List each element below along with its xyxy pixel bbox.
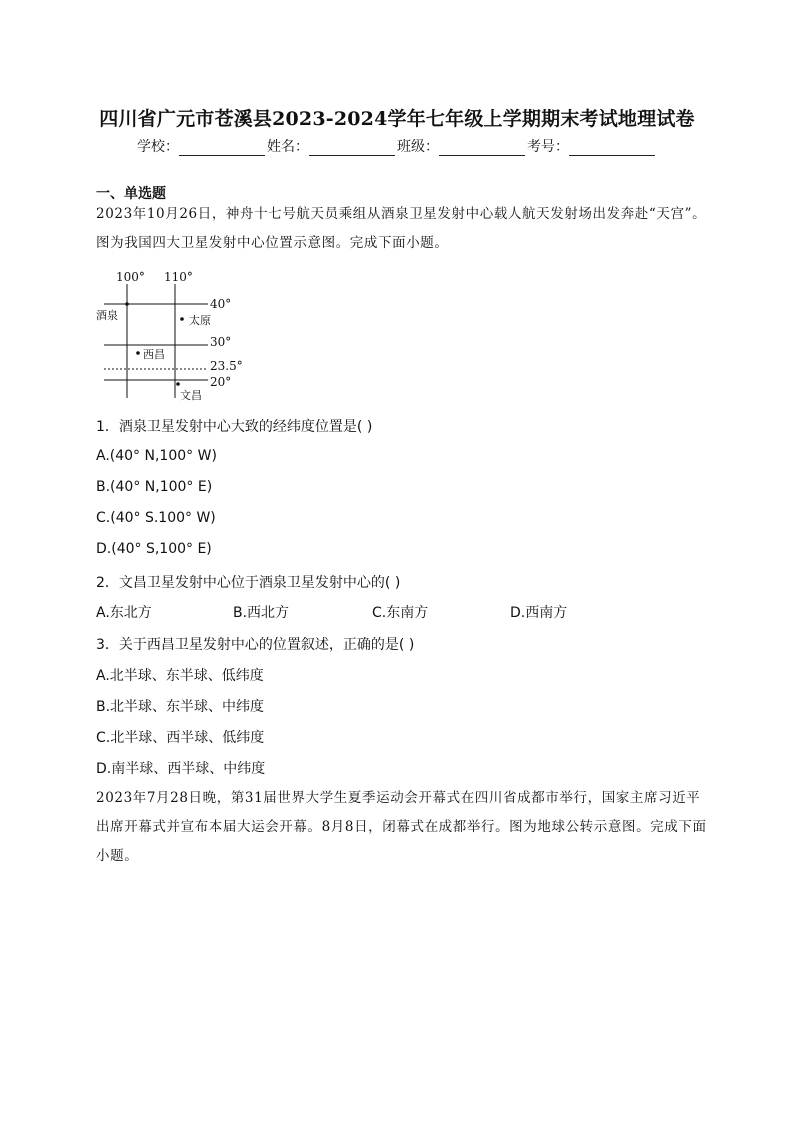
name-field: [267, 136, 397, 156]
school-field: [137, 136, 267, 156]
passage-1: 2023年10月26日，神舟十七号航天员乘组从酒泉卫星发射中心载人航天发射场出发奔赴“天宫”。图为我国四大卫星发射中心位置示意图。完成下面小题。: [96, 206, 707, 251]
question-2-option-a[interactable]: A.东北方: [96, 605, 152, 621]
question-2: 2．文昌卫星发射中心位于酒泉卫星发射中心的( ): [96, 575, 401, 591]
latitude-label-40: 40°: [210, 297, 232, 311]
class-blank[interactable]: [439, 141, 525, 156]
xichang-point: [136, 351, 140, 355]
section-title: 一、单选题: [96, 186, 166, 202]
question-2-option-c[interactable]: C.东南方: [372, 605, 429, 621]
jiuquan-label: 酒泉: [96, 309, 118, 322]
exam-title: 四川省广元市苍溪县2023-2024学年七年级上学期期末考试地理试卷: [99, 108, 695, 130]
question-1: 1．酒泉卫星发射中心大致的经纬度位置是( ): [96, 419, 373, 435]
wenchang-point: [176, 382, 180, 386]
exam-number-label: 考号：: [527, 139, 569, 155]
school-blank[interactable]: [179, 141, 265, 156]
question-3-option-d[interactable]: D.南半球、西半球、中纬度: [96, 761, 266, 777]
wenchang-label: 文昌: [180, 389, 202, 402]
taiyuan-point: [180, 317, 184, 321]
class-label: 班级：: [397, 139, 439, 155]
question-2-option-b[interactable]: B.西北方: [233, 605, 290, 621]
student-info-row: [0, 136, 794, 156]
question-2-option-d[interactable]: D.西南方: [510, 605, 568, 621]
exam-number-field: [527, 136, 657, 156]
question-3-option-b[interactable]: B.北半球、东半球、中纬度: [96, 699, 265, 715]
name-label: 姓名：: [267, 139, 309, 155]
question-3: 3．关于西昌卫星发射中心的位置叙述，正确的是( ): [96, 637, 415, 653]
longitude-label-100: 100°: [116, 270, 145, 284]
question-1-option-c[interactable]: C.(40° S.100° W): [96, 510, 216, 526]
taiyuan-label: 太原: [189, 314, 211, 327]
launch-center-map: [96, 266, 256, 406]
school-label: 学校：: [137, 139, 179, 155]
question-1-option-b[interactable]: B.(40° N,100° E): [96, 479, 213, 495]
question-3-option-a[interactable]: A.北半球、东半球、低纬度: [96, 668, 264, 684]
xichang-label: 西昌: [143, 348, 165, 361]
question-3-option-c[interactable]: C.北半球、西半球、低纬度: [96, 730, 265, 746]
class-field: [397, 136, 527, 156]
latitude-label-20: 20°: [210, 375, 232, 389]
latitude-label-23-5: 23.5°: [210, 359, 243, 373]
passage-2: 2023年7月28日晚，第31届世界大学生夏季运动会开幕式在四川省成都市举行，国家主席习近平出席开幕式并宣布本届大运会开幕。8月8日，闭幕式在成都举行。图为地球公转示意图。完成下面小题。: [96, 790, 707, 864]
question-1-option-a[interactable]: A.(40° N,100° W): [96, 448, 217, 464]
exam-number-blank[interactable]: [569, 141, 655, 156]
jiuquan-point: [125, 302, 129, 306]
question-1-option-d[interactable]: D.(40° S,100° E): [96, 541, 212, 557]
longitude-label-110: 110°: [164, 270, 193, 284]
name-blank[interactable]: [309, 141, 395, 156]
latitude-label-30: 30°: [210, 335, 232, 349]
